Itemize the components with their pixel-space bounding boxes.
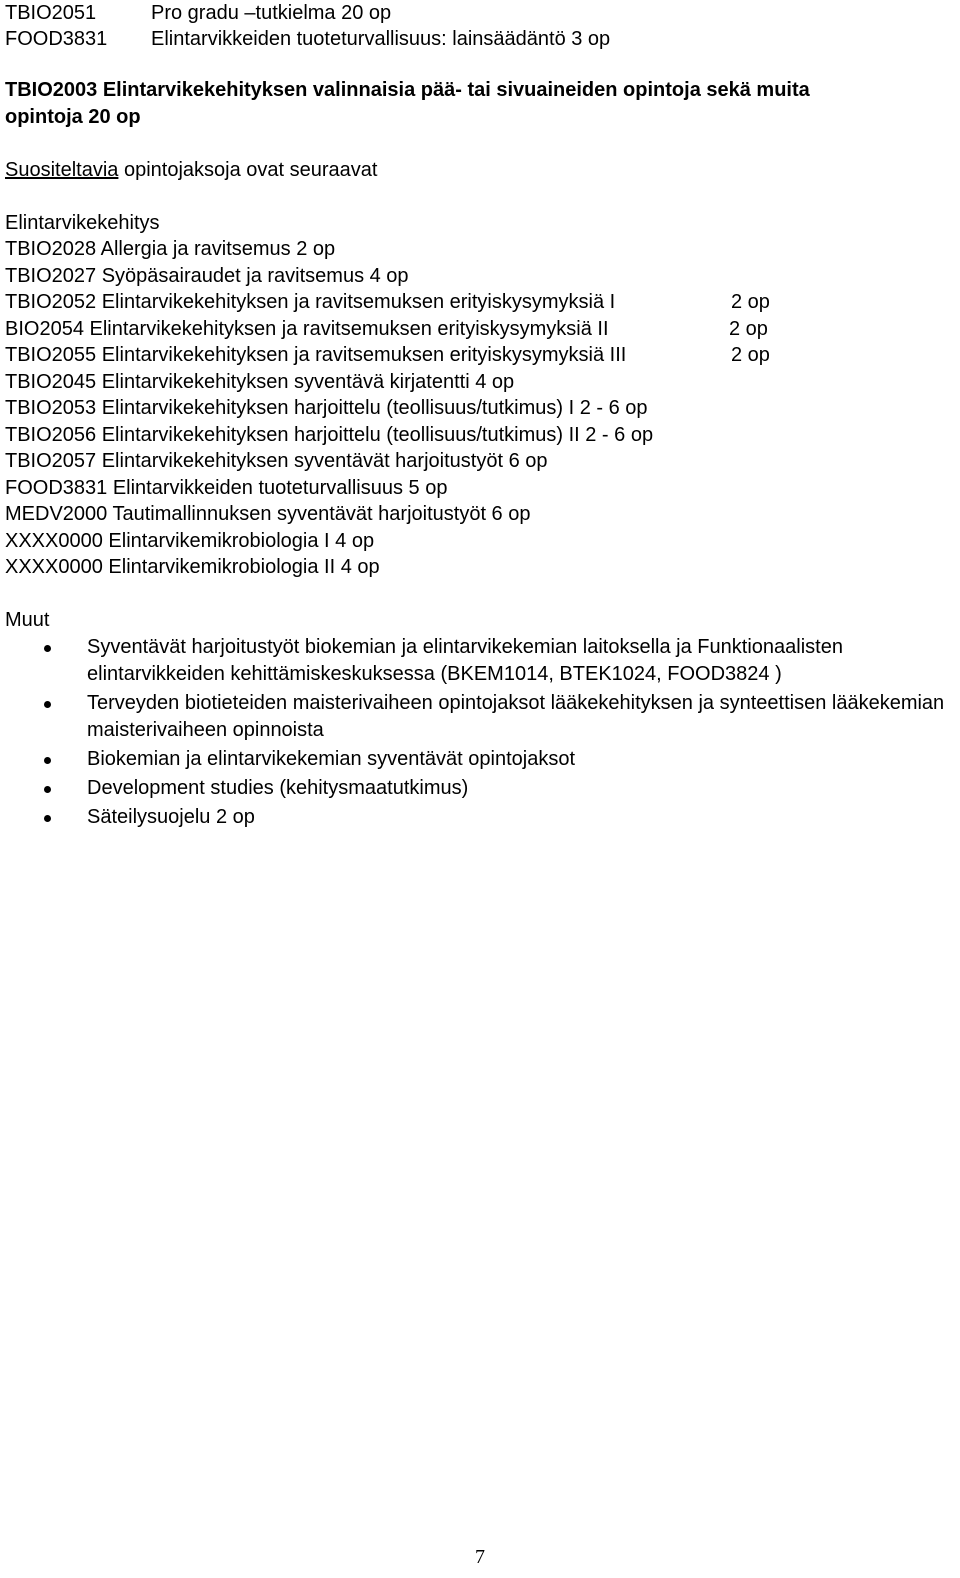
course-line: TBIO2055 Elintarvikekehityksen ja ravitsemuksen erityiskysymyksiä III <box>5 344 627 366</box>
list-item <box>0 775 957 802</box>
course-title: Pro gradu –tutkielma 20 op <box>151 2 392 24</box>
recommended-intro <box>5 157 377 183</box>
recommended-intro-link: Suositeltavia <box>5 159 119 181</box>
section-heading-continued: opintoja 20 op <box>5 106 141 128</box>
course-title: Elintarvikkeiden tuoteturvallisuus: lainsäädäntö 3 op <box>151 28 611 50</box>
section-heading: TBIO2003 Elintarvikekehityksen valinnaisia pää- tai sivuaineiden opintoja sekä muita <box>5 79 810 101</box>
bullet-icon <box>44 757 51 764</box>
course-line: TBIO2057 Elintarvikekehityksen syventävät harjoitustyöt 6 op <box>5 450 548 472</box>
list-item-text: Terveyden biotieteiden maisterivaiheen opintojaksot lääkekehityksen ja synteettisen lääkekemian maisterivaiheen opinnoista <box>87 692 945 741</box>
page-number: 7 <box>475 1546 485 1568</box>
course-credits: 2 op <box>729 318 768 340</box>
course-line: FOOD3831 Elintarvikkeiden tuoteturvallisuus 5 op <box>5 477 448 499</box>
course-line: XXXX0000 Elintarvikemikrobiologia I 4 op <box>5 530 375 552</box>
course-line: MEDV2000 Tautimallinnuksen syventävät harjoitustyöt 6 op <box>5 503 531 525</box>
subheading-food-development: Elintarvikekehitys <box>5 212 160 234</box>
list-item <box>0 804 957 831</box>
course-row-food-safety-law <box>5 26 610 52</box>
course-line: TBIO2052 Elintarvikekehityksen ja ravitsemuksen erityiskysymyksiä I <box>5 291 616 313</box>
bullet-icon <box>44 786 51 793</box>
other-list <box>0 634 960 833</box>
course-line: TBIO2027 Syöpäsairaudet ja ravitsemus 4 op <box>5 265 409 287</box>
course-line: TBIO2045 Elintarvikekehityksen syventävä kirjatentti 4 op <box>5 371 515 393</box>
course-code: FOOD3831 <box>5 28 108 50</box>
list-item-text: Development studies (kehitysmaatutkimus) <box>87 777 469 799</box>
course-row-thesis <box>5 0 391 26</box>
course-line: XXXX0000 Elintarvikemikrobiologia II 4 op <box>5 556 380 578</box>
course-code: TBIO2051 <box>5 2 97 24</box>
course-credits: 2 op <box>731 344 770 366</box>
course-line: TBIO2053 Elintarvikekehityksen harjoittelu (teollisuus/tutkimus) I 2 - 6 op <box>5 397 648 419</box>
list-item <box>0 746 957 773</box>
list-item-text: Säteilysuojelu 2 op <box>87 806 255 828</box>
list-item <box>0 690 957 744</box>
list-item-text: Syventävät harjoitustyöt biokemian ja elintarvikekemian laitoksella ja Funktionaalisten elintarvikkeiden kehittämiskeskuksessa (BKEM1014, BTEK1024, FOOD3824 ) <box>87 636 843 685</box>
course-line: TBIO2056 Elintarvikekehityksen harjoittelu (teollisuus/tutkimus) II 2 - 6 op <box>5 424 654 446</box>
list-item-text: Biokemian ja elintarvikekemian syventävät opintojaksot <box>87 748 576 770</box>
other-heading: Muut <box>5 609 50 631</box>
list-item <box>0 634 957 688</box>
course-line: BIO2054 Elintarvikekehityksen ja ravitsemuksen erityiskysymyksiä II <box>5 318 609 340</box>
bullet-icon <box>44 815 51 822</box>
recommended-intro-text: opintojaksoja ovat seuraavat <box>118 159 378 181</box>
bullet-icon <box>44 701 51 708</box>
bullet-icon <box>44 645 51 652</box>
course-credits: 2 op <box>731 291 770 313</box>
course-line: TBIO2028 Allergia ja ravitsemus 2 op <box>5 238 336 260</box>
